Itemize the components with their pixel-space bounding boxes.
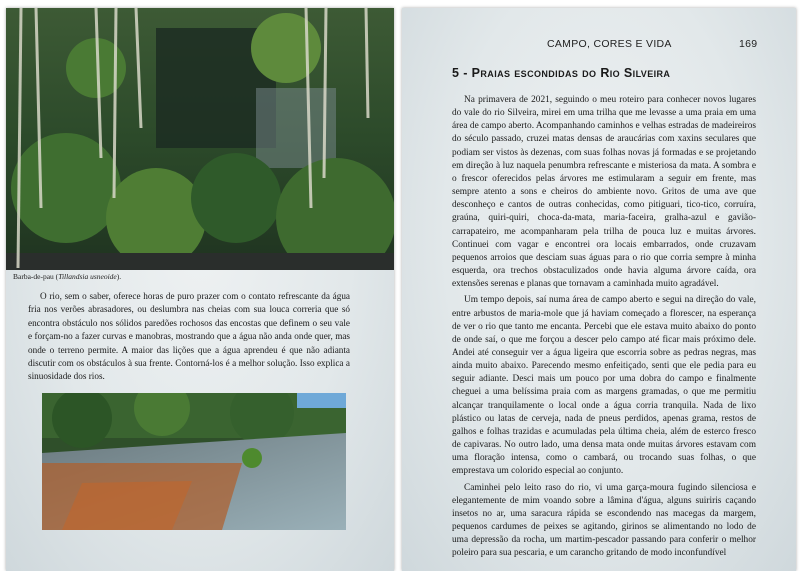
running-header (402, 38, 796, 52)
left-page (6, 8, 394, 571)
page-number: 169 (739, 38, 758, 50)
forest-photo (6, 8, 394, 270)
running-title: CAMPO, CORES E VIDA (547, 38, 672, 50)
body-text (452, 94, 756, 563)
river-photo (42, 393, 346, 530)
left-paragraph: O rio, sem o saber, oferece horas de puro prazer com o contato refrescante da água fria nos verões abrasadores, ou deslumbra nas cheias com sua louca correria que só encontra obstáculo nos sólidos paredões rochosos das encostas que definem o seu vale e forçam-no a fazer curvas e manobras, mostrando que a água não anda onde quer, mas onde o terreno permite. A maior das lições que a água aprendeu é que não adianta discutir com os obstáculos à sua frente. Contorná-los é a melhor solução. Isso explica a sinuosidade dos rios. (28, 291, 350, 382)
caption-common-name: Barba-de-pau ( (13, 272, 59, 281)
river-photo-image (42, 393, 346, 530)
forest-photo-image (6, 8, 394, 270)
paragraph-1: Na primavera de 2021, seguindo o meu roteiro para conhecer novos lugares do vale do rio Silveira, mirei em uma trilha que me levasse a uma praia em uma área de campo aberto. Acompanhando caminhos e velhas estradas de madeireiros do século passado, cruzei matas densas de araucárias com xaxins seculares que podiam ser vistos às dezenas, com suas folhas novas já formadas e se projetando em direção à luz naquela penumbra refrescante e misteriosa da mata. A sombra e o frescor oferecidos pelas árvores me estimularam a seguir em frente, mas sempre atento a sons e cheiros do ambiente novo. Gritos de uma ave que desconheço e cantos de outras conhecidas, como pitiguari, tico-tico, corruíra, graúna, quiri-quiri, choca-da-mata, maria-faceira, gralha-azul e gavião-carrapateiro, me acompanharam pela trilha de pouca luz e muitas árvores. Continuei com vagar e encontrei ora locais embarrados, onde cruzavam pequenos arroios que desciam suas águas para o rio que corria sempre à minha esquerda, ora trechos obstaculizados onde havia alguma árvore caída, ora extensões serenas e planas que tornavam a caminhada muito agradável. (452, 95, 756, 290)
paragraph-2: Um tempo depois, saí numa área de campo aberto e segui na direção do vale, entre arbustos de maria-mole que já haviam começado a florescer, na esperança de ver o rio que tanto me encanta. Percebi que ele estava muito abaixo do ponto de onde saí, o que me forçou a descer pelo campo até ficar mais próximo dele. Andei até conseguir ver a água ligeira que escorria sobre as pedras negras, mas ainda muito abaixo. Parecendo mesmo enfeitiçado, senti que ele pedia para eu seguir adiante. Desci mais um pouco por uma dobra do campo e finalmente cheguei a uma belíssima praia com as margens gramadas, o que me permitiu alcançar tranquilamente o local onde a água corria tranquila. Nada de lixo plástico ou latas de cerveja, nada de pneus perdidos, apenas grama, restos de galhos e folhas trazidas e acumuladas pela última cheia, além de esterco fresco de capivaras. No outro lado, uma densa mata onde muitas árvores estavam com uma floração intensa, como o cambará, ou trocando suas folhas, o que emprestava um colorido especial ao conjunto. (452, 295, 756, 477)
right-page (402, 8, 796, 571)
paragraph-3: Caminhei pelo leito raso do rio, vi uma garça-moura fugindo silenciosa e elegantemente de mim voando sobre a lâmina d'água, alguns suiriris caçando insetos no ar, uma saracura rápida se escondendo nas macegas da margem, pequenos cardumes de peixes se agitando, girinos se alimentando no lodo de uma depressão da rocha, um martim-pescador passando para conferir o melhor poleiro para sua pescaria, e um carancho gritando de modo inconfundível (452, 482, 756, 559)
caption-end: ). (116, 272, 122, 281)
photo-caption (13, 272, 121, 281)
chapter-title: 5 - Praias escondidas do Rio Silveira (452, 66, 671, 80)
caption-species: Tillandsia usneoide (58, 272, 117, 281)
